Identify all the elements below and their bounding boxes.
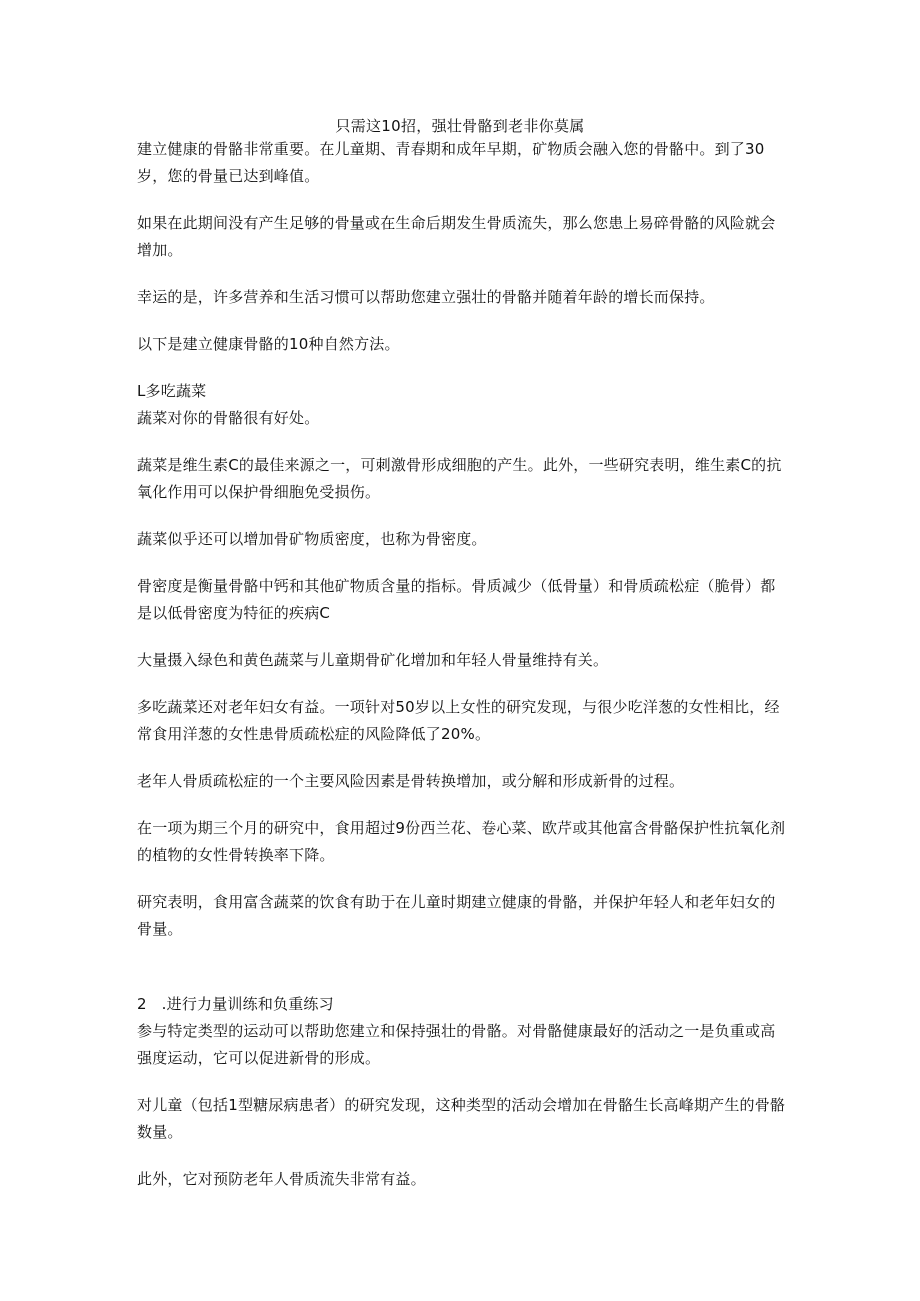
- section-paragraph: 在一项为期三个月的研究中，食用超过9份西兰花、卷心菜、欧芹或其他富含骨骼保护性抗氧化剂的植物的女性骨转换率下降。: [137, 819, 786, 864]
- section-paragraph: 骨密度是衡量骨骼中钙和其他矿物质含量的指标。骨质减少（低骨量）和骨质疏松症（脆骨）都是以低骨密度为特征的疾病C: [137, 577, 776, 622]
- section-heading: 2 .进行力量训练和负重练习: [137, 995, 334, 1013]
- section-heading: L多吃蔬菜: [137, 382, 207, 400]
- section-spacer: [137, 963, 789, 991]
- section-paragraph: 大量摄入绿色和黄色蔬菜与儿童期骨矿化增加和年轻人骨量维持有关。: [137, 651, 609, 669]
- document-body: [137, 136, 789, 1213]
- intro-paragraph: 建立健康的骨骼非常重要。在儿童期、青春期和成年早期，矿物质会融入您的骨骼中。到了30岁，您的骨量已达到峰值。: [137, 140, 765, 185]
- section-paragraph: 研究表明，食用富含蔬菜的饮食有助于在儿童时期建立健康的骨骼，并保护年轻人和老年妇女的骨量。: [137, 893, 776, 938]
- document-title: 只需这10招，强壮骨骼到老非你莫属: [335, 117, 585, 135]
- section-paragraph: 多吃蔬菜还对老年妇女有益。一项针对50岁以上女性的研究发现，与很少吃洋葱的女性相比，经常食用洋葱的女性患骨质疏松症的风险降低了20%。: [137, 698, 780, 743]
- section-paragraph: 此外，它对预防老年人骨质流失非常有益。: [137, 1170, 426, 1188]
- section-paragraph: 对儿童（包括1型糖尿病患者）的研究发现，这种类型的活动会增加在骨骼生长高峰期产生的骨骼数量。: [137, 1096, 786, 1141]
- section-paragraph: 参与特定类型的运动可以帮助您建立和保持强壮的骨骼。对骨骼健康最好的活动之一是负重或高强度运动，它可以促进新骨的形成。: [137, 1022, 776, 1067]
- intro-paragraph: 幸运的是，许多营养和生活习惯可以帮助您建立强壮的骨骼并随着年龄的增长而保持。: [137, 288, 715, 306]
- section-paragraph: 蔬菜似乎还可以增加骨矿物质密度，也称为骨密度。: [137, 530, 487, 548]
- section-paragraph: 老年人骨质疏松症的一个主要风险因素是骨转换增加，或分解和形成新骨的过程。: [137, 772, 685, 790]
- intro-paragraph: 如果在此期间没有产生足够的骨量或在生命后期发生骨质流失，那么您患上易碎骨骼的风险就会增加。: [137, 214, 776, 259]
- section-paragraph: 蔬菜对你的骨骼很有好处。: [137, 409, 320, 427]
- intro-paragraph: 以下是建立健康骨骼的10种自然方法。: [137, 335, 400, 353]
- section-paragraph: 蔬菜是维生素C的最佳来源之一，可刺激骨形成细胞的产生。此外，一些研究表明，维生素C的抗氧化作用可以保护骨细胞免受损伤。: [137, 456, 782, 501]
